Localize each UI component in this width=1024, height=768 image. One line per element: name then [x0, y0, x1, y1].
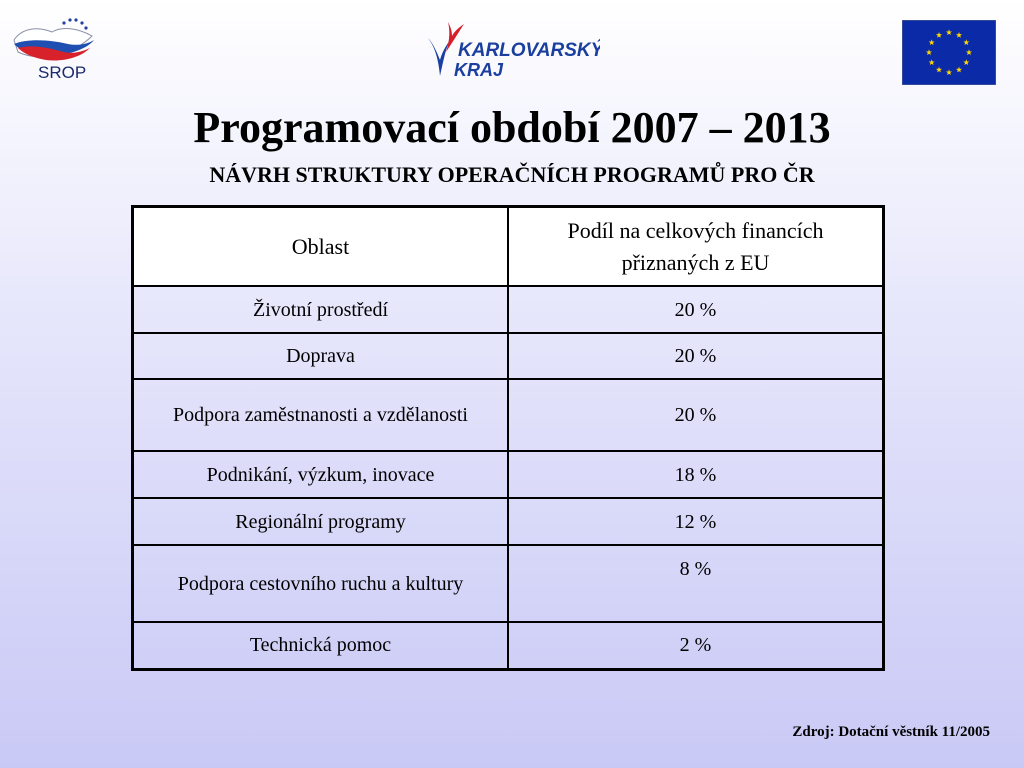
srop-logo — [8, 14, 100, 84]
area-cell: Podpora cestovního ruchu a kultury — [133, 545, 509, 622]
table-row — [133, 451, 884, 498]
share-cell: 8 % — [508, 545, 883, 622]
operational-programs-table — [131, 205, 885, 671]
area-cell: Životní prostředí — [133, 286, 509, 333]
area-cell: Podnikání, výzkum, inovace — [133, 451, 509, 498]
table-row — [133, 498, 884, 545]
area-cell: Technická pomoc — [133, 622, 509, 669]
table-row — [133, 622, 884, 669]
karlovarsky-kraj-logo — [424, 18, 600, 80]
share-cell: 20 % — [508, 286, 883, 333]
column-header-area: Oblast — [133, 207, 509, 287]
share-cell: 18 % — [508, 451, 883, 498]
column-header-share: Podíl na celkových financích přiznaných z EU — [508, 207, 883, 287]
page-title: Programovací období 2007 – 2013 — [193, 103, 831, 152]
table-header-row — [133, 207, 884, 287]
share-cell: 20 % — [508, 333, 883, 379]
kraj-logo-line2: KRAJ — [454, 60, 504, 80]
area-cell: Podpora zaměstnanosti a vzdělanosti — [133, 379, 509, 451]
kraj-logo-line1: KARLOVARSKÝ — [458, 40, 600, 61]
area-cell: Regionální programy — [133, 498, 509, 545]
srop-logo-text: SROP — [38, 63, 87, 82]
source-note: Zdroj: Dotační věstník 11/2005 — [792, 724, 990, 740]
table-row — [133, 545, 884, 622]
table-row — [133, 333, 884, 379]
area-cell: Doprava — [133, 333, 509, 379]
eu-flag-icon — [902, 20, 996, 85]
share-cell: 12 % — [508, 498, 883, 545]
table-row — [133, 286, 884, 333]
table-row — [133, 379, 884, 451]
share-cell: 2 % — [508, 622, 883, 669]
page-subtitle: NÁVRH STRUKTURY OPERAČNÍCH PROGRAMŮ PRO ČR — [209, 162, 815, 187]
share-cell: 20 % — [508, 379, 883, 451]
